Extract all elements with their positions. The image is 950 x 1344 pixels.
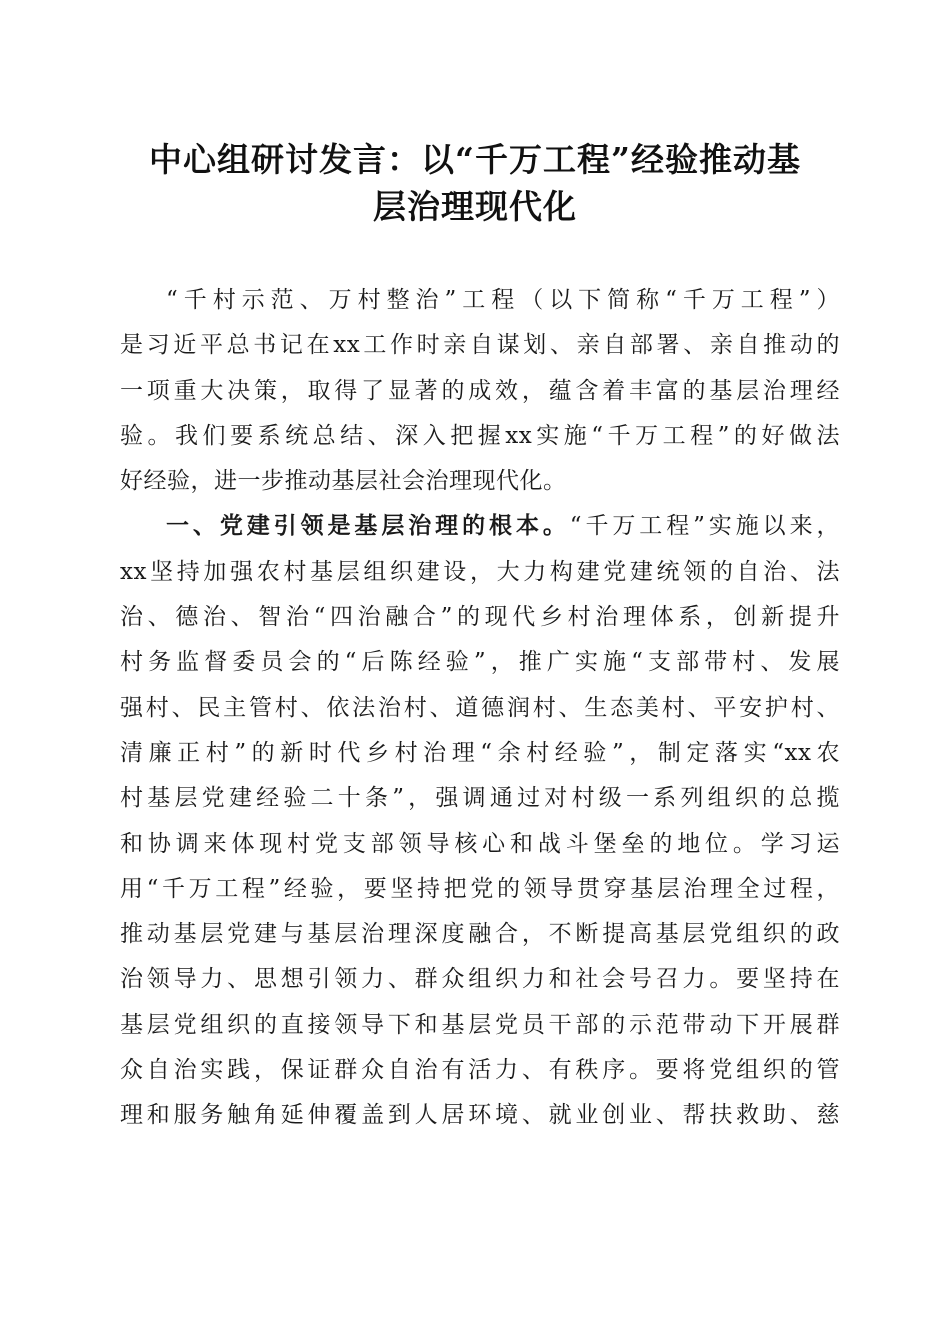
section-1-line-10: 推动基层党建与基层治理深度融合，不断提高基层党组织的政 — [120, 921, 840, 948]
section-1-paragraph — [120, 504, 840, 1138]
section-1-line-11: 治领导力、思想引领力、群众组织力和社会号召力。要坚持在 — [120, 966, 840, 993]
section-1-line-4: 村务监督委员会的“后陈经验”，推广实施“支部带村、发展 — [120, 649, 840, 676]
title-line-2: 层治理现代化 — [373, 187, 577, 226]
intro-line-3: 一项重大决策，取得了显著的成效，蕴含着丰富的基层治理经 — [120, 377, 840, 404]
document-title — [110, 136, 840, 230]
intro-line-5: 好经验，进一步推动基层社会治理现代化。 — [120, 468, 567, 495]
section-1-line-14: 理和服务触角延伸覆盖到人居环境、就业创业、帮扶救助、慈 — [120, 1102, 840, 1129]
section-1-line-13: 众自治实践，保证群众自治有活力、有秩序。要将党组织的管 — [120, 1057, 840, 1084]
document-body — [120, 278, 840, 1139]
section-1-line-2: xx坚持加强农村基层组织建设，大力构建党建统领的自治、法 — [120, 558, 840, 585]
section-1-line-5: 强村、民主管村、依法治村、道德润村、生态美村、平安护村、 — [120, 694, 840, 721]
section-1-line-7: 村基层党建经验二十条”，强调通过对村级一系列组织的总揽 — [120, 785, 840, 812]
section-1-heading: 一、党建引领是基层治理的根本。 — [166, 513, 570, 540]
title-line-1: 中心组研讨发言：以“千万工程”经验推动基 — [149, 140, 801, 179]
section-1-first-line-rest: “千万工程”实施以来， — [569, 513, 840, 540]
section-1-line-8: 和协调来体现村党支部领导核心和战斗堡垒的地位。学习运 — [120, 830, 840, 857]
intro-paragraph — [120, 278, 840, 504]
section-1-first-line — [120, 504, 840, 549]
section-1-line-12: 基层党组织的直接领导下和基层党员干部的示范带动下开展群 — [120, 1011, 840, 1038]
intro-line-2: 是习近平总书记在xx工作时亲自谋划、亲自部署、亲自推动的 — [120, 332, 840, 359]
section-1-line-6: 清廉正村”的新时代乡村治理“余村经验”，制定落实“xx农 — [120, 739, 840, 766]
section-1-line-9: 用“千万工程”经验，要坚持把党的领导贯穿基层治理全过程， — [120, 875, 840, 902]
intro-line-4: 验。我们要系统总结、深入把握xx实施“千万工程”的好做法 — [120, 422, 840, 449]
intro-line-1: “千村示范、万村整治”工程（以下简称“千万工程”） — [166, 287, 840, 313]
section-1-line-3: 治、德治、智治“四治融合”的现代乡村治理体系，创新提升 — [120, 604, 840, 631]
